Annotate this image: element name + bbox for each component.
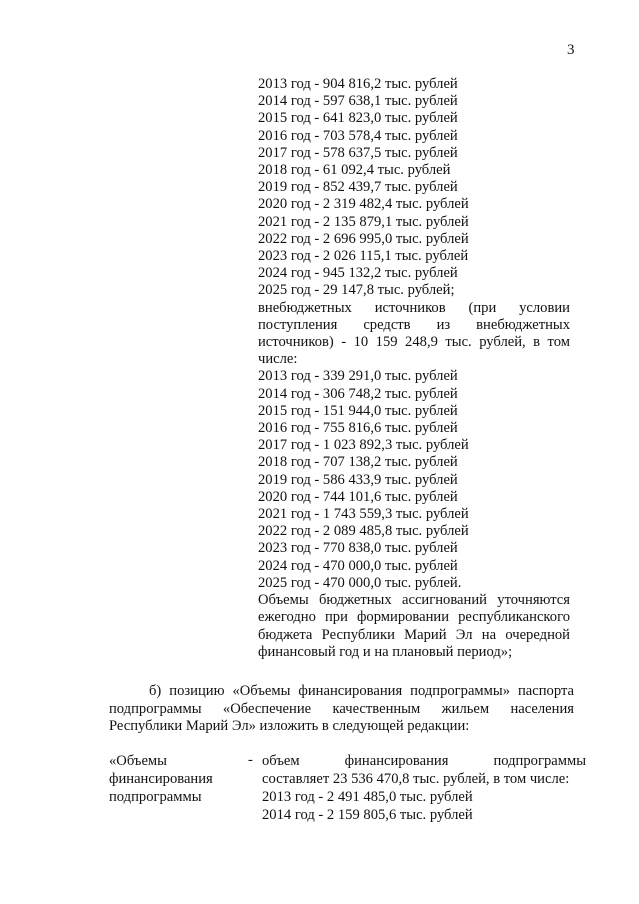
year-line: 2020 год - 744 101,6 тыс. рублей bbox=[258, 488, 458, 505]
extrabudget-sources bbox=[258, 300, 570, 369]
amendment-paragraph bbox=[109, 683, 574, 736]
year-line: 2021 год - 2 135 879,1 тыс. рублей bbox=[258, 213, 469, 230]
year-line: 2021 год - 1 743 559,3 тыс. рублей bbox=[258, 506, 469, 523]
year-line: 2018 год - 61 092,4 тыс. рублей bbox=[258, 162, 451, 179]
year-line: 2013 год - 904 816,2 тыс. рублей bbox=[258, 76, 458, 92]
text-line: источников) - 10 159 248,9 тыс. рублей, в том bbox=[258, 334, 570, 351]
table-dash: - bbox=[248, 752, 253, 768]
table-label-cell bbox=[109, 752, 259, 806]
text-line: Республики Марий Эл» изложить в следующей редакции: bbox=[109, 718, 470, 735]
year-line: 2015 год - 151 944,0 тыс. рублей bbox=[258, 402, 458, 419]
year-line: 2019 год - 852 439,7 тыс. рублей bbox=[258, 179, 458, 196]
year-line: 2023 год - 2 026 115,1 тыс. рублей bbox=[258, 248, 469, 265]
page-number: 3 bbox=[567, 42, 575, 58]
year-line: 2024 год - 470 000,0 тыс. рублей bbox=[258, 557, 458, 574]
year-line: 2025 год - 29 147,8 тыс. рублей; bbox=[258, 282, 455, 299]
text-line: б) позицию «Объемы финансирования подпрограммы» паспорта bbox=[149, 683, 574, 699]
year-line: 2015 год - 641 823,0 тыс. рублей bbox=[258, 110, 458, 127]
year-line: 2014 год - 2 159 805,6 тыс. рублей bbox=[262, 807, 473, 823]
table-label-line: финансирования bbox=[109, 771, 213, 787]
year-line: 2025 год - 470 000,0 тыс. рублей. bbox=[258, 574, 462, 591]
text-line: составляет 23 536 470,8 тыс. рублей, в том числе: bbox=[262, 771, 570, 787]
table-value-cell bbox=[262, 752, 586, 824]
year-line: 2022 год - 2 089 485,8 тыс. рублей bbox=[258, 523, 469, 540]
text-line: финансовый год и на плановый период»; bbox=[258, 643, 513, 660]
year-line: 2014 год - 306 748,2 тыс. рублей bbox=[258, 385, 458, 402]
table-label-line: «Объемы bbox=[109, 753, 167, 769]
budget-note bbox=[258, 592, 570, 661]
regional-budget-years bbox=[258, 76, 570, 300]
funding-column bbox=[258, 76, 570, 661]
year-line: 2014 год - 597 638,1 тыс. рублей bbox=[258, 93, 458, 110]
text-line: подпрограммы «Обеспечение качественным жильем населения bbox=[109, 700, 574, 717]
year-line: 2016 год - 755 816,6 тыс. рублей bbox=[258, 420, 458, 437]
year-line: 2022 год - 2 696 995,0 тыс. рублей bbox=[258, 230, 469, 247]
year-line: 2017 год - 578 637,5 тыс. рублей bbox=[258, 144, 458, 161]
text-line: бюджета Республики Марий Эл на очередной bbox=[258, 626, 570, 643]
year-line: 2013 год - 2 491 485,0 тыс. рублей bbox=[262, 789, 473, 805]
table-label-line: подпрограммы bbox=[109, 789, 202, 805]
text-line: внебюджетных источников (при условии bbox=[258, 299, 570, 316]
text-line: Объемы бюджетных ассигнований уточняются bbox=[258, 592, 570, 609]
text-line: числе: bbox=[258, 351, 298, 368]
year-line: 2018 год - 707 138,2 тыс. рублей bbox=[258, 454, 458, 471]
year-line: 2019 год - 586 433,9 тыс. рублей bbox=[258, 471, 458, 488]
year-line: 2013 год - 339 291,0 тыс. рублей bbox=[258, 368, 458, 385]
text-line: ежегодно при формировании республиканского bbox=[258, 609, 570, 626]
year-line: 2016 год - 703 578,4 тыс. рублей bbox=[258, 127, 458, 144]
year-line: 2017 год - 1 023 892,3 тыс. рублей bbox=[258, 437, 469, 454]
year-line: 2023 год - 770 838,0 тыс. рублей bbox=[258, 540, 458, 557]
year-line: 2024 год - 945 132,2 тыс. рублей bbox=[258, 265, 458, 282]
extrabudget-years bbox=[258, 368, 570, 592]
text-line: объем финансирования подпрограммы bbox=[262, 753, 586, 769]
year-line: 2020 год - 2 319 482,4 тыс. рублей bbox=[258, 196, 469, 213]
text-line: поступления средств из внебюджетных bbox=[258, 316, 570, 333]
